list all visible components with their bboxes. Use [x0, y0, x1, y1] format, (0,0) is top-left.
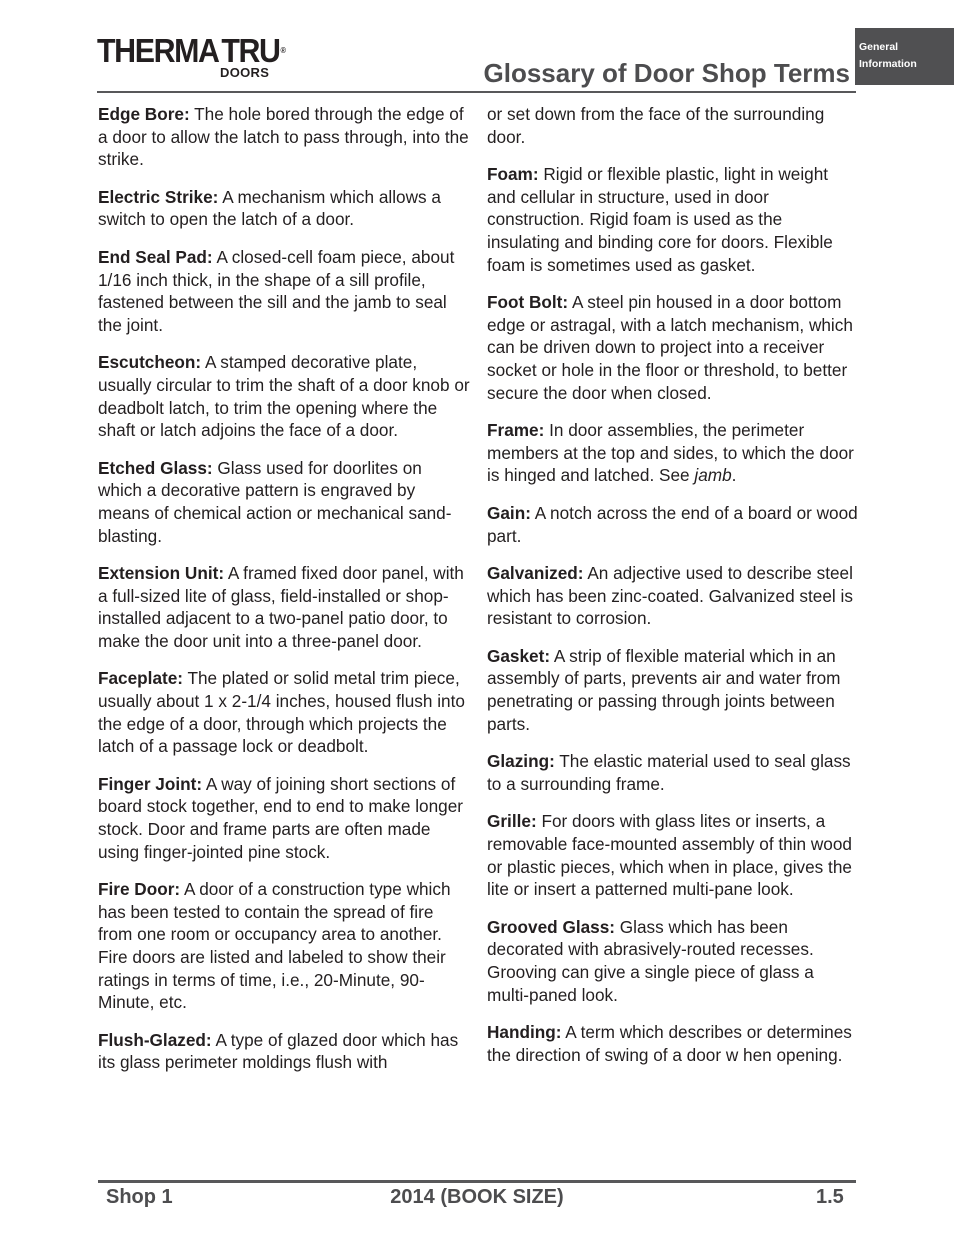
glossary-entry: [487, 163, 859, 276]
glossary-term: Galvanized:: [487, 563, 584, 584]
glossary-entry: [98, 457, 470, 547]
glossary-entry: [487, 419, 859, 487]
logo-text-therma: THERMA: [97, 32, 219, 69]
glossary-entry: [487, 1021, 859, 1066]
glossary-entry: [487, 502, 859, 547]
glossary-term: Frame:: [487, 420, 545, 441]
footer-edition: 2014 (BOOK SIZE): [390, 1186, 564, 1208]
glossary-definition: Glass which has been decorated with abrasively-routed recesses. Grooving can give a single piece of glass a multi-paned look.: [487, 916, 814, 1005]
glossary-definition: A way of joining short sections of board stock together, end to end to make longer stock. Door and frame parts are often made using finger-jointed pine stock.: [98, 773, 463, 862]
glossary-term: Glazing:: [487, 751, 555, 772]
glossary-term: Finger Joint:: [98, 773, 203, 794]
glossary-definition: A door of a construction type which has been tested to contain the spread of fire from one room or occupancy area to another. Fire doors are listed and labeled to show their ratings in terms of time, i.e., 20-Minute, 90-Minute, etc.: [98, 879, 451, 1013]
left-column: [98, 103, 470, 1089]
glossary-definition: or set down from the face of the surrounding door.: [487, 104, 825, 147]
glossary-term: Foam:: [487, 164, 539, 185]
logo-doors-text: DOORS: [220, 65, 270, 80]
glossary-definition: Glass used for doorlites on which a decorative pattern is engraved by means of chemical action or mechanical sand-blasting.: [98, 457, 452, 546]
glossary-definition-tail: .: [731, 465, 737, 486]
glossary-entry: [98, 667, 470, 757]
glossary-definition: A strip of flexible material which in an assembly of parts, prevents air and water from penetrating or passing through joints between parts.: [487, 645, 841, 734]
glossary-term: Grille:: [487, 811, 537, 832]
glossary-definition: The hole bored through the edge of a door to allow the latch to pass through, into the strike.: [98, 104, 469, 170]
glossary-definition: A framed fixed door panel, with a full-sized lite of glass, field-installed or shop-installed adjacent to a two-panel patio door, to make the door unit into a three-panel door.: [98, 563, 464, 651]
glossary-definition: The plated or solid metal trim piece, usually about 1 x 2-1/4 inches, housed flush into the edge of a door, through which projects the latch of a passage lock or deadbolt.: [98, 668, 465, 757]
glossary-entry: [487, 810, 859, 900]
glossary-term: Handing:: [487, 1022, 562, 1043]
glossary-term: Grooved Glass:: [487, 916, 615, 937]
glossary-entry: [487, 916, 859, 1006]
glossary-definition: A term which describes or determines the direction of swing of a door w hen opening.: [487, 1022, 852, 1065]
registered-mark: ®: [280, 45, 286, 55]
glossary-entry: [98, 351, 470, 441]
glossary-entry: [98, 246, 470, 336]
glossary-definition: The elastic material used to seal glass to a surrounding frame.: [487, 751, 851, 794]
glossary-entry: [487, 645, 859, 735]
section-tab-line1: General: [859, 41, 899, 53]
glossary-entry: [98, 186, 470, 231]
glossary-entry-continued: [487, 103, 859, 148]
glossary-definition: Rigid or flexible plastic, light in weight and cellular in structure, used in door construction. Rigid foam is used as the insulating and binding core for doors. Flexible foam is sometimes used as gasket.: [487, 164, 833, 275]
logo-wordmark: [97, 32, 286, 69]
glossary-entry: [98, 562, 470, 652]
glossary-definition: A steel pin housed in a door bottom edge or astragal, with a latch mechanism, which can be driven down to project into a receiver socket or hole in the floor or threshold, to better secure the door when closed.: [487, 292, 853, 403]
glossary-entry: [98, 103, 470, 171]
glossary-definition: A stamped decorative plate, usually circular to trim the shaft of a door knob or deadbolt latch, to trim the opening where the shaft or latch adjoins the face of a door.: [98, 352, 470, 441]
glossary-term: Flush-Glazed:: [98, 1029, 212, 1050]
glossary-term: Electric Strike:: [98, 186, 219, 207]
page-number: 1.5: [816, 1186, 844, 1208]
logo-text-tru: TRU: [221, 32, 280, 69]
right-column: [487, 103, 859, 1081]
page-title: Glossary of Door Shop Terms: [483, 58, 850, 88]
glossary-term: Etched Glass:: [98, 457, 213, 478]
therma-tru-logo: [97, 34, 297, 82]
glossary-term: Fire Door:: [98, 879, 181, 900]
glossary-definition: A closed-cell foam piece, about 1/16 inch thick, in the shape of a sill profile, fastened between the sill and the jamb to seal the joint.: [98, 246, 455, 335]
cross-reference-link: jamb: [694, 465, 732, 486]
glossary-entry: [487, 562, 859, 630]
glossary-term: Gain:: [487, 502, 531, 523]
glossary-term: End Seal Pad:: [98, 246, 213, 267]
header-rule: [97, 91, 856, 93]
glossary-term: Gasket:: [487, 645, 551, 666]
glossary-term: Edge Bore:: [98, 104, 190, 124]
glossary-entry: [487, 291, 859, 404]
glossary-definition: An adjective used to describe steel which has been zinc-coated. Galvanized steel is resistant to corrosion.: [487, 563, 853, 629]
glossary-term: Extension Unit:: [98, 563, 225, 584]
glossary-entry: [98, 773, 470, 863]
glossary-definition: A notch across the end of a board or wood part.: [487, 502, 858, 546]
glossary-definition: A mechanism which allows a switch to open the latch of a door.: [98, 186, 441, 230]
glossary-term: Escutcheon:: [98, 352, 202, 373]
footer-rule: [98, 1180, 856, 1183]
section-tab-line2: Information: [859, 58, 917, 70]
glossary-definition: In door assemblies, the perimeter members at the top and sides, to which the door is hinged and latched. See: [487, 420, 854, 486]
footer-section: Shop 1: [106, 1186, 173, 1208]
glossary-definition: A type of glazed door which has its glass perimeter moldings flush with: [98, 1029, 459, 1073]
glossary-definition: For doors with glass lites or inserts, a removable face-mounted assembly of thin wood or plastic pieces, which when in place, gives the lite or insert a patterned multi-pane look.: [487, 811, 852, 900]
glossary-entry: [98, 878, 470, 1014]
glossary-entry: [98, 1029, 470, 1074]
glossary-entry: [487, 750, 859, 795]
glossary-term: Foot Bolt:: [487, 292, 569, 313]
section-tab: [855, 28, 954, 85]
glossary-term: Faceplate:: [98, 668, 184, 689]
